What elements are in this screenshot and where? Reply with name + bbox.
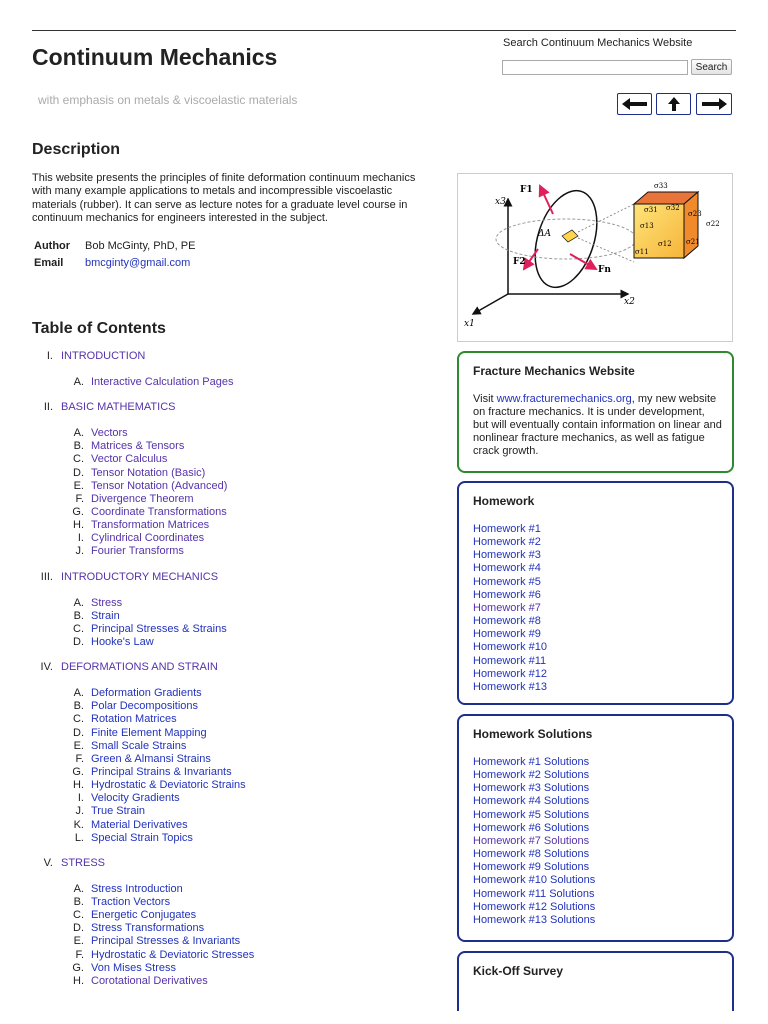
toc-item-number: D. [73,635,84,648]
toc-section-link[interactable]: STRESS [61,856,106,869]
toc-item-link[interactable]: Tensor Notation (Basic) [91,466,206,479]
homework-link[interactable]: Homework #2 [473,536,541,549]
toc-item-number: C. [73,713,84,726]
diagram-label: x2 [624,297,635,307]
toc-item-number: E. [73,739,84,752]
forward-arrow-icon [701,97,728,111]
search-label: Search Continuum Mechanics Website [503,37,693,49]
toc-item [0,532,440,545]
homework-heading: Homework [473,494,535,508]
toc-item-link[interactable]: Stress [91,596,123,609]
toc-item-link[interactable]: Hooke's Law [91,635,154,648]
fracture-text-after: , my new website on fracture mechanics. It is under development, but will eventually contain information on linear and nonlinear fracture mechanics, as well as fatigue crack growth. [473,393,722,458]
toc-item-link[interactable]: Cylindrical Coordinates [91,532,205,545]
toc-section-link[interactable]: INTRODUCTION [61,350,146,362]
toc-item-number: C. [73,622,84,635]
toc-item-number: E. [73,935,84,948]
toc-item [0,962,440,975]
diagram-label: x3 [495,197,506,207]
toc-item [0,493,440,506]
solutions-list [473,756,595,927]
toc-item-link[interactable]: Transformation Matrices [91,519,210,532]
toc-item-number: D. [73,466,84,479]
toc-item [0,832,440,845]
toc-item [0,545,440,558]
homework-link[interactable]: Homework #8 [473,615,541,628]
homework-link[interactable]: Homework #10 [473,641,547,654]
solution-link[interactable]: Homework #4 Solutions [473,795,590,808]
toc-item [0,610,440,623]
toc-item [0,909,440,922]
solution-link[interactable]: Homework #6 Solutions [473,821,590,834]
solution-link[interactable]: Homework #3 Solutions [473,782,590,795]
toc-section-number: III. [40,570,53,583]
toc-section [0,857,440,871]
toc-item-number: A. [73,376,84,388]
toc-item-number: D. [73,726,84,739]
stress-diagram [457,173,733,342]
stress-diagram-figure [458,174,732,341]
fracture-mechanics-box [457,351,734,473]
solution-link[interactable]: Homework #13 Solutions [473,913,596,926]
toc-item [0,687,440,700]
diagram-label: Fn [598,265,611,275]
toc-item-number: E. [73,479,84,492]
toc-item [0,935,440,948]
toc-item-link[interactable]: Stress Transformations [91,922,205,935]
homework-link[interactable]: Homework #3 [473,549,541,562]
toc-item-link[interactable]: Vectors [91,427,128,440]
description-text: This website presents the principles of finite deformation continuum mechanics with many example applications to metals and incompressible viscoelastic materials (rubber). It can serve as lecture notes for a graduate level course in continuum mechanics for engineers interested in the subject. [32,172,416,224]
site-subtitle: with emphasis on metals & viscoelastic materials [38,93,298,107]
toc-item-link[interactable]: True Strain [91,805,146,818]
toc-section-link[interactable]: BASIC MATHEMATICS [61,401,176,414]
diagram-label: σ12 [658,240,672,248]
toc-item-number: C. [73,453,84,466]
toc-item-number: B. [73,609,84,622]
diagram-label: F1 [520,185,533,195]
solution-link[interactable]: Homework #11 Solutions [473,887,595,900]
toc-item-link[interactable]: Small Scale Strains [91,739,187,752]
nav-back-button[interactable] [617,93,652,115]
header-rule [32,30,736,31]
toc-item-link[interactable]: Material Derivatives [91,818,188,831]
toc-section-link[interactable]: DEFORMATIONS AND STRAIN [61,661,218,674]
diagram-label: σ23 [688,210,702,218]
toc-section [0,401,440,415]
toc-item [0,740,440,753]
table-of-contents [0,350,440,988]
toc-item [0,805,440,818]
diagram-label: σ32 [666,204,680,212]
back-arrow-icon [621,97,648,111]
toc-item [0,975,440,988]
diagram-label: σ13 [640,222,654,230]
toc-item [0,467,440,480]
toc-item-link[interactable]: Coordinate Transformations [91,505,227,518]
toc-item [0,480,440,493]
toc-item-link[interactable]: Stress Introduction [91,882,183,895]
toc-item-number: H. [73,974,84,987]
toc-item-link[interactable]: Vector Calculus [91,453,168,466]
toc-item [0,453,440,466]
up-arrow-icon [667,96,681,112]
solution-link[interactable]: Homework #2 Solutions [473,769,590,782]
toc-section [0,661,440,675]
toc-item-link[interactable]: Polar Decompositions [91,700,198,713]
toc-item [0,819,440,832]
toc-item-number: A. [73,596,84,609]
homework-link[interactable]: Homework #6 [473,588,541,601]
toc-item [0,636,440,649]
toc-item-link[interactable]: Von Mises Stress [91,961,176,974]
author-label: Author [34,240,71,252]
toc-item-number: F. [75,948,84,961]
homework-link[interactable]: Homework #4 [473,562,541,575]
solution-link[interactable]: Homework #12 Solutions [473,900,596,913]
toc-item-number: D. [73,922,84,935]
survey-heading: Kick-Off Survey [473,964,564,978]
toc-item [0,922,440,935]
toc-item [0,727,440,740]
diagram-label: σ21 [686,238,700,246]
toc-item [0,440,440,453]
toc-item-link[interactable]: Divergence Theorem [91,492,194,505]
homework-link[interactable]: Homework #12 [473,667,547,680]
toc-item-link[interactable]: Principal Strains & Invariants [91,765,232,778]
toc-item-link[interactable]: Special Strain Topics [91,831,193,844]
email-link[interactable]: bmcginty@gmail.com [85,257,191,269]
toc-item-link[interactable]: Matrices & Tensors [91,440,185,453]
toc-item [0,713,440,726]
solution-link[interactable]: Homework #8 Solutions [473,848,590,861]
toc-item-link[interactable]: Interactive Calculation Pages [91,376,234,388]
diagram-label: x1 [464,319,475,329]
homework-link[interactable]: Homework #7 [473,601,541,614]
toc-item-link[interactable]: Deformation Gradients [91,687,202,700]
toc-item-number: G. [72,765,84,778]
toc-item-number: F. [75,752,84,765]
homework-link[interactable]: Homework #13 [473,680,547,693]
toc-item-link[interactable]: Finite Element Mapping [91,726,207,739]
toc-item-link[interactable]: Velocity Gradients [91,792,180,805]
email-label: Email [34,257,64,269]
toc-item-number: J. [75,805,84,818]
search-input[interactable] [502,60,688,75]
homework-box [457,481,734,705]
toc-item-number: A. [73,687,84,700]
kickoff-survey-box [457,951,734,1011]
toc-section-number: IV. [40,661,53,674]
diagram-label: σ33 [654,182,668,190]
diagram-label: ΔA [538,229,551,239]
search-button[interactable]: Search [691,59,732,75]
solution-link[interactable]: Homework #10 Solutions [473,874,596,887]
toc-item [0,779,440,792]
toc-item [0,376,440,389]
toc-item-number: B. [73,895,84,908]
solution-link[interactable]: Homework #9 Solutions [473,861,590,874]
homework-link[interactable]: Homework #11 [473,654,547,667]
fracture-text-before: Visit [473,393,497,405]
author-value: Bob McGinty, PhD, PE [85,240,196,252]
homework-link[interactable]: Homework #1 [473,523,541,535]
toc-item-number: A. [73,882,84,895]
toc-heading: Table of Contents [32,320,166,337]
solution-link[interactable]: Homework #7 Solutions [473,834,590,847]
toc-item-number: G. [72,961,84,974]
homework-solutions-box [457,714,734,942]
toc-section-number: V. [43,856,53,869]
solution-link[interactable]: Homework #5 Solutions [473,808,590,821]
toc-item [0,506,440,519]
toc-item-number: L. [74,831,84,844]
toc-item-number: I. [77,532,84,545]
toc-item-link[interactable]: Tensor Notation (Advanced) [91,479,228,492]
toc-section-number: II. [43,401,53,414]
diagram-label: F2 [513,257,526,267]
toc-section [0,571,440,585]
toc-item-number: H. [73,779,84,792]
homework-link[interactable]: Homework #9 [473,628,541,641]
toc-item-number: F. [75,492,84,505]
toc-section-number: I. [46,350,53,362]
nav-forward-button[interactable] [696,93,732,115]
toc-item-link[interactable]: Green & Almansi Strains [91,752,211,765]
toc-item-link[interactable]: Fourier Transforms [91,545,184,558]
fracture-box-heading: Fracture Mechanics Website [473,364,635,378]
toc-item [0,519,440,532]
toc-item-link[interactable]: Rotation Matrices [91,713,177,726]
toc-item [0,700,440,713]
toc-item-link[interactable]: Hydrostatic & Deviatoric Strains [91,779,246,792]
toc-section [0,350,440,364]
toc-item [0,753,440,766]
nav-up-button[interactable] [656,93,691,115]
toc-item [0,623,440,636]
toc-item-number: H. [73,519,84,532]
homework-list [473,523,547,694]
toc-item-number: K. [73,818,84,831]
toc-item-number: C. [73,909,84,922]
solutions-heading: Homework Solutions [473,727,593,741]
toc-item-number: A. [73,427,84,440]
toc-item [0,949,440,962]
homework-link[interactable]: Homework #5 [473,575,541,588]
toc-item-number: B. [73,700,84,713]
site-title: Continuum Mechanics [32,44,278,70]
toc-item [0,766,440,779]
toc-item [0,883,440,896]
toc-item [0,427,440,440]
toc-item [0,792,440,805]
diagram-label: σ11 [635,248,649,256]
toc-item-number: G. [72,505,84,518]
toc-item-number: B. [73,440,84,453]
diagram-label: σ31 [644,206,658,214]
diagram-label: σ22 [706,220,720,228]
toc-item-link[interactable]: Strain [91,609,120,622]
toc-item-link[interactable]: Principal Stresses & Strains [91,622,227,635]
toc-item-link[interactable]: Hydrostatic & Deviatoric Stresses [91,948,255,961]
toc-item [0,597,440,610]
toc-item [0,896,440,909]
toc-item-link[interactable]: Energetic Conjugates [91,909,197,922]
solution-link[interactable]: Homework #1 Solutions [473,756,590,768]
toc-item-number: J. [75,545,84,558]
description-heading: Description [32,141,121,158]
toc-section-link[interactable]: INTRODUCTORY MECHANICS [61,570,219,583]
toc-item-link[interactable]: Traction Vectors [91,895,171,908]
toc-item-link[interactable]: Corotational Derivatives [91,974,208,987]
toc-item-number: I. [77,792,84,805]
toc-item-link[interactable]: Principal Stresses & Invariants [91,935,241,948]
fracture-mechanics-link[interactable]: www.fracturemechanics.org [496,393,632,405]
fracture-box-text [473,393,723,458]
